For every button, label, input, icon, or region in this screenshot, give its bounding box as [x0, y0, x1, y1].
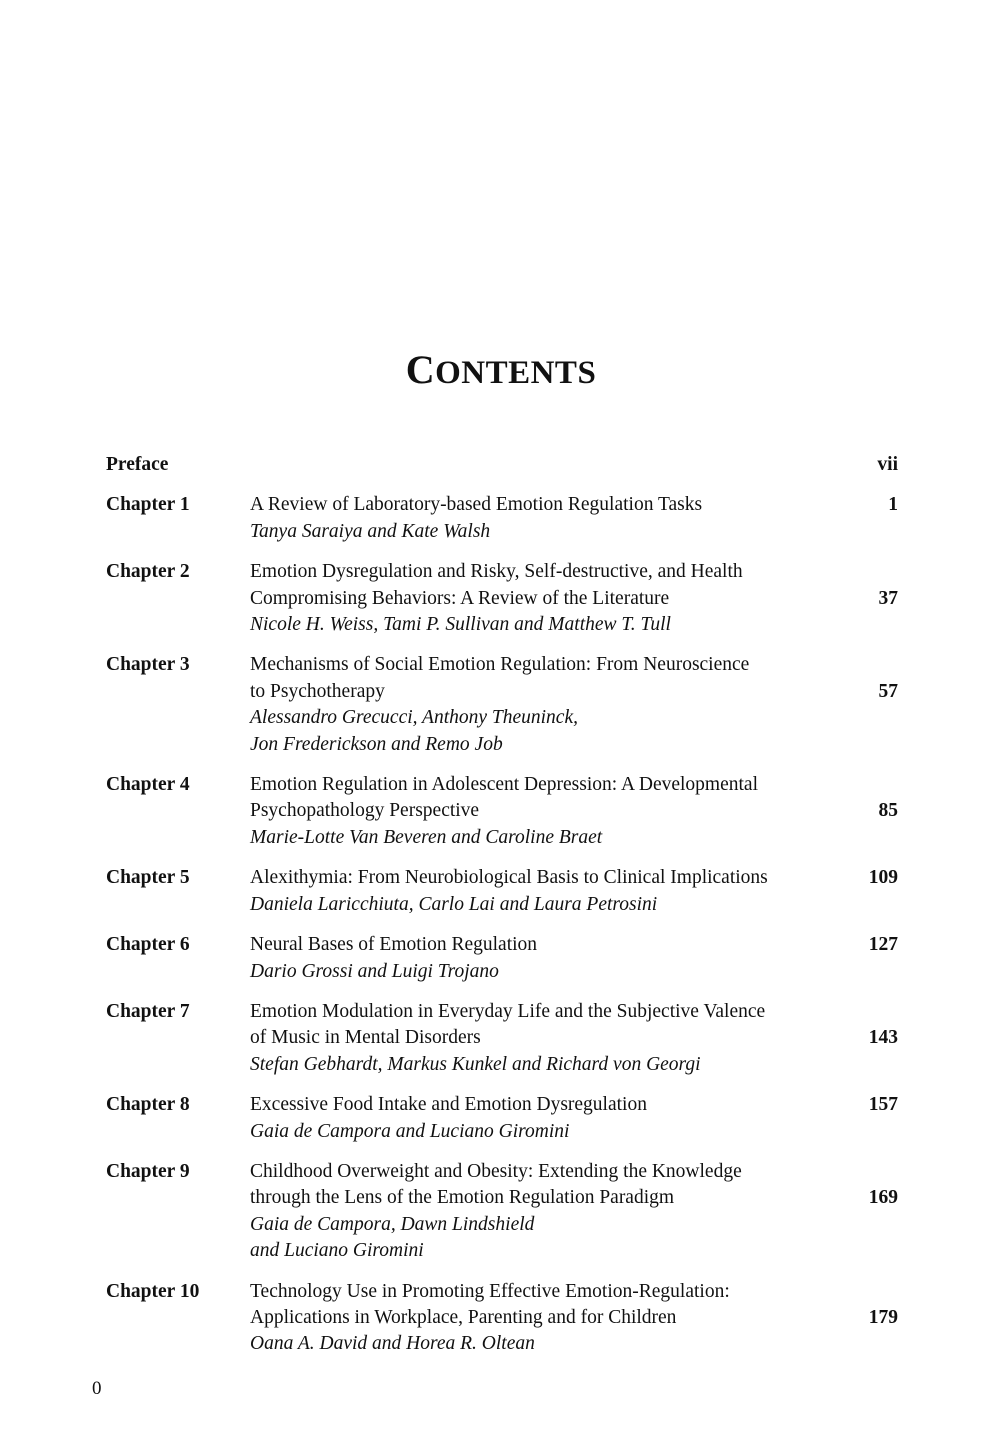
toc-entry-preface[interactable]: [106, 452, 900, 478]
toc-entry-page: 179: [868, 1306, 898, 1328]
chapter-authors-line: Marie-Lotte Van Beveren and Caroline Braet: [250, 826, 603, 848]
toc-entry-chapter-4[interactable]: [106, 772, 900, 851]
chapter-title-line: Neural Bases of Emotion Regulation: [250, 934, 538, 956]
toc-entry-page: 37: [878, 587, 898, 609]
toc-entry-label: Preface: [106, 454, 169, 475]
toc-entry-chapter-2[interactable]: [106, 559, 900, 638]
chapter-authors-line: Jon Frederickson and Remo Job: [250, 733, 503, 755]
toc-entry-chapter-5[interactable]: [106, 865, 900, 918]
chapter-title-line: Emotion Regulation in Adolescent Depression: A Developmental: [250, 774, 758, 796]
page-number: 0: [92, 1378, 102, 1399]
chapter-title-line: Emotion Dysregulation and Risky, Self-destructive, and Health: [250, 561, 743, 583]
toc-entry-chapter-1[interactable]: [106, 492, 900, 545]
chapter-title-line: Mechanisms of Social Emotion Regulation: From Neuroscience: [250, 654, 750, 676]
chapter-title-line: Emotion Modulation in Everyday Life and the Subjective Valence: [250, 1000, 766, 1022]
chapter-title-line: A Review of Laboratory-based Emotion Regulation Tasks: [250, 494, 703, 516]
chapter-title-line: Applications in Workplace, Parenting and for Children: [250, 1306, 677, 1328]
toc-entry-page: 157: [868, 1094, 898, 1116]
chapter-title-line: through the Lens of the Emotion Regulation Paradigm: [250, 1187, 675, 1209]
chapter-authors-line: and Luciano Giromini: [250, 1240, 424, 1262]
chapter-authors-line: Gaia de Campora and Luciano Giromini: [250, 1120, 570, 1142]
chapter-title-line: Psychopathology Perspective: [250, 800, 480, 822]
toc-entry-label: Chapter 7: [106, 1000, 190, 1022]
toc-entry-label: Chapter 2: [106, 561, 190, 583]
toc-entry-page: 169: [868, 1187, 898, 1209]
chapter-authors-line: Tanya Saraiya and Kate Walsh: [250, 520, 491, 542]
toc-entry-chapter-3[interactable]: [106, 652, 900, 758]
chapter-authors-line: Gaia de Campora, Dawn Lindshield: [250, 1213, 535, 1235]
toc-entry-label: Chapter 5: [106, 867, 190, 889]
chapter-authors-line: Dario Grossi and Luigi Trojano: [250, 960, 499, 982]
chapter-authors-line: Alessandro Grecucci, Anthony Theuninck,: [250, 707, 578, 729]
toc-entry-label: Chapter 9: [106, 1160, 190, 1182]
toc-entry-chapter-9[interactable]: [106, 1159, 900, 1265]
chapter-list: [106, 492, 900, 1357]
toc-entry-page: vii: [877, 454, 898, 475]
toc-entry-chapter-6[interactable]: [106, 932, 900, 985]
page-title: CONTENTS: [405, 347, 597, 392]
toc-entry-page: 85: [878, 800, 898, 822]
toc-entry-chapter-7[interactable]: [106, 999, 900, 1078]
chapter-title-line: to Psychotherapy: [250, 680, 385, 702]
toc-entry-label: Chapter 4: [106, 774, 190, 796]
chapter-title-line: Childhood Overweight and Obesity: Extending the Knowledge: [250, 1160, 742, 1182]
chapter-title-line: Compromising Behaviors: A Review of the Literature: [250, 587, 670, 609]
toc-entry-label: Chapter 10: [106, 1280, 200, 1302]
chapter-title-line: Alexithymia: From Neurobiological Basis to Clinical Implications: [250, 867, 768, 889]
toc-entry-page: 57: [878, 680, 898, 702]
chapter-authors-line: Oana A. David and Horea R. Oltean: [250, 1333, 535, 1355]
chapter-title-line: Technology Use in Promoting Effective Emotion-Regulation:: [250, 1280, 730, 1302]
toc-entry-label: Chapter 8: [106, 1094, 190, 1116]
table-of-contents: [106, 452, 900, 1372]
toc-entry-label: Chapter 3: [106, 654, 190, 676]
chapter-title-line: Excessive Food Intake and Emotion Dysregulation: [250, 1094, 647, 1116]
toc-entry-chapter-8[interactable]: [106, 1092, 900, 1145]
chapter-authors-line: Nicole H. Weiss, Tami P. Sullivan and Matthew T. Tull: [250, 614, 671, 636]
chapter-authors-line: Daniela Laricchiuta, Carlo Lai and Laura Petrosini: [250, 893, 658, 915]
toc-entry-page: 1: [888, 494, 898, 516]
chapter-title-line: of Music in Mental Disorders: [250, 1027, 481, 1049]
toc-entry-page: 109: [868, 867, 898, 889]
toc-entry-chapter-10[interactable]: [106, 1279, 900, 1358]
toc-entry-label: Chapter 6: [106, 934, 190, 956]
toc-entry-label: Chapter 1: [106, 494, 190, 516]
chapter-authors-line: Stefan Gebhardt, Markus Kunkel and Richard von Georgi: [250, 1053, 701, 1075]
toc-entry-page: 127: [868, 934, 898, 956]
toc-entry-page: 143: [868, 1027, 898, 1049]
